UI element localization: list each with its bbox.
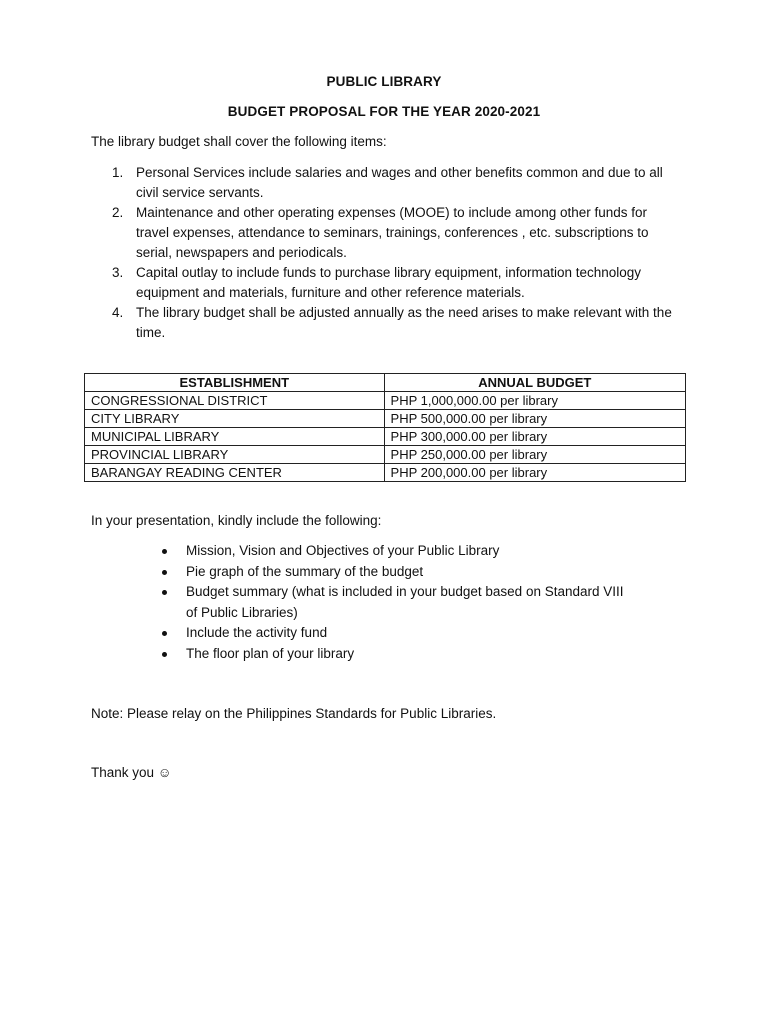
presentation-intro: In your presentation, kindly include the following:	[91, 513, 382, 528]
list-item-text: Mission, Vision and Objectives of your Public Library	[186, 543, 500, 558]
presentation-list	[158, 541, 638, 664]
intro-text: The library budget shall cover the following items:	[91, 134, 387, 149]
list-item-text: Personal Services include salaries and wages and other benefits common and due to all civil service servants.	[136, 165, 663, 200]
list-item	[158, 562, 638, 583]
establishment-cell: CITY LIBRARY	[85, 410, 385, 428]
list-item	[158, 582, 638, 623]
list-item	[158, 644, 638, 665]
budget-cell: PHP 500,000.00 per library	[384, 410, 685, 428]
note-text: Note: Please relay on the Philippines Standards for Public Libraries.	[91, 706, 497, 721]
budget-cell: PHP 250,000.00 per library	[384, 446, 685, 464]
list-item-text: Pie graph of the summary of the budget	[186, 563, 424, 579]
list-item-number: 1.	[112, 165, 124, 180]
establishment-cell: PROVINCIAL LIBRARY	[85, 446, 385, 464]
column-header-annual-budget: ANNUAL BUDGET	[384, 374, 685, 392]
establishment-cell: CONGRESSIONAL DISTRICT	[85, 392, 385, 410]
document-subtitle: BUDGET PROPOSAL FOR THE YEAR 2020-2021	[227, 104, 541, 119]
bullet-icon	[162, 570, 167, 575]
establishment-cell: MUNICIPAL LIBRARY	[85, 428, 385, 446]
list-item-text: Capital outlay to include funds to purchase library equipment, information technology equipment and materials, furniture and other reference materials.	[136, 265, 642, 300]
list-item	[158, 541, 638, 562]
list-item-number: 3.	[112, 265, 124, 280]
budget-table	[84, 373, 686, 482]
bullet-icon	[162, 631, 167, 636]
table-row	[85, 464, 686, 482]
table-row	[85, 392, 686, 410]
budget-cell: PHP 200,000.00 per library	[384, 464, 685, 482]
list-item	[158, 623, 638, 644]
document-title: PUBLIC LIBRARY	[326, 74, 442, 89]
list-item-number: 2.	[112, 205, 124, 220]
budget-cell: PHP 1,000,000.00 per library	[384, 392, 685, 410]
list-item	[108, 303, 678, 343]
list-item	[108, 163, 678, 203]
bullet-icon	[162, 652, 167, 657]
column-header-establishment: ESTABLISHMENT	[85, 374, 385, 392]
list-item-text: Budget summary (what is included in your budget based on Standard VIII of Public Libraries)	[186, 584, 624, 620]
table-row	[85, 410, 686, 428]
list-item-text: The floor plan of your library	[186, 645, 355, 661]
table-row	[85, 446, 686, 464]
table-row	[85, 428, 686, 446]
list-item	[108, 263, 678, 303]
list-item	[108, 203, 678, 263]
list-item-text: The library budget shall be adjusted annually as the need arises to make relevant with the time.	[136, 305, 672, 340]
budget-cell: PHP 300,000.00 per library	[384, 428, 685, 446]
bullet-icon	[162, 549, 167, 554]
list-item-text: Include the activity fund	[186, 625, 328, 640]
table-header-row	[85, 374, 686, 392]
bullet-icon	[162, 590, 167, 595]
closing-text: Thank you ☺	[91, 765, 172, 780]
list-item-text: Maintenance and other operating expenses (MOOE) to include among other funds for travel expenses, attendance to seminars, trainings, conferences , etc. subscriptions to serial, newspapers and periodicals.	[136, 205, 649, 260]
budget-items-list	[108, 163, 678, 343]
establishment-cell: BARANGAY READING CENTER	[85, 464, 385, 482]
list-item-number: 4.	[112, 305, 124, 320]
